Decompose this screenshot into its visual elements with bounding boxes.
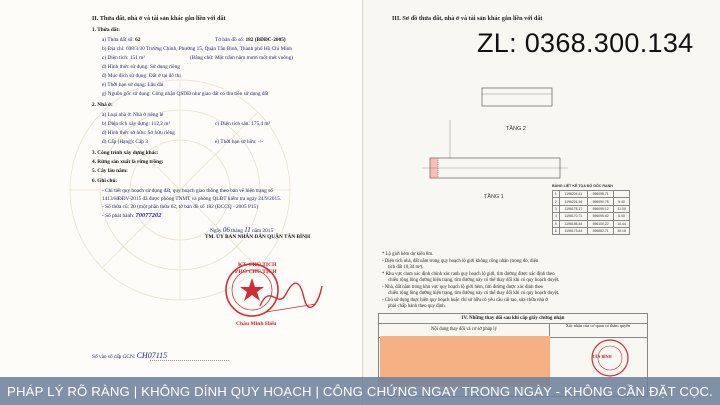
other-construction-heading: 3. Công trình xây dựng khác: [92, 150, 159, 156]
section-title: II. Thửa đất, nhà ở và tài sản khác gắn liền với đất [92, 15, 226, 22]
coordinate-table-title: BẢNG LIỆT KÊ TỌA ĐỘ GÓC RANH [552, 184, 613, 188]
signer-title-1: KT. CHỦ TỊCH [238, 262, 277, 268]
house-ownership: d) Hình thức sở hữu: Sở hữu riêng [102, 130, 175, 136]
changes-title: IV. Những thay đổi sau khi cấp giấy chứng nhận [379, 314, 647, 324]
house-type: a) Loại nhà ở: Nhà ở riêng lẻ [102, 112, 164, 118]
promo-banner [0, 377, 720, 405]
issue-date: Ngày 06 tháng 11 năm 2015 [210, 226, 274, 234]
house-term: e) Thời hạn sở hữu: -/- [215, 139, 263, 145]
table-row: 3 1196178.17 596099.12 31.05 [553, 205, 630, 212]
floor-2-label: TẦNG 2 [506, 126, 526, 132]
note-line-1: - Chi tiết quy hoạch sử dụng đất, quy hoạch giao thông theo bản vẽ hiện trạng số [102, 188, 273, 194]
table-row: 4 1196170.71 596095.62 5.00 [553, 213, 630, 220]
note-line-2: 1413/HĐĐV-2015 đã được phòng TNMT và phòng QLĐT kiểm tra ngày 24/9/2015. [102, 196, 282, 202]
changes-col-content: Nội dung thay đổi và cơ sở pháp lý [379, 323, 550, 338]
land-parcel-number: a) Thửa đất số: 62 [102, 37, 141, 43]
house-grade: đ) Cấp (Hạng): Cấp 3 [102, 139, 148, 145]
table-row: 5 1196155.34 596100.22 10.44 [553, 220, 630, 227]
land-area: c) Diện tích: 151 m² [102, 55, 145, 61]
legend-line: chiều rộng lòng đường hiện trạng, tìm đường này có thể thay đổi khi có quy hoạch duyệt. [388, 278, 560, 283]
perennial-heading: 5. Cây lâu năm: [92, 168, 128, 174]
floor-1-label: TẦNG 1 [484, 194, 504, 200]
diagram-section-title: III. Sơ đồ thửa đất, nhà ở và tài sản khác gắn liền với đất [392, 15, 543, 22]
house-heading: 2. Nhà ở: [92, 102, 113, 108]
stamp-text: TÂN BÌNH [592, 354, 612, 359]
signature-icon [256, 276, 326, 316]
cert-register: Số vào sổ cấp GCN: CH07115 [92, 351, 168, 360]
phone-overlay: ZL: 0368.300.134 [477, 28, 694, 58]
legend-line: phải chấp hành theo quy định. [388, 304, 446, 309]
usage-term: e) Thời hạn sử dụng: Lâu dài [102, 82, 164, 88]
note-line-3: - Số thửa cũ: 20 (một phần thửa 62, tờ bản đồ số 182 (ĐCCQ - 2005 P15) [102, 204, 258, 210]
banner-text: PHÁP LÝ RÕ RÀNG | KHÔNG DÍNH QUY HOẠCH | CÔNG CHỨNG NGAY TRONG NGÀY - KHÔNG CẦN ĐẶT CỌC. [7, 383, 713, 399]
map-sheet-number: Tờ bản đồ số: 182 (BĐĐC-2005) [215, 37, 286, 43]
forest-heading: 4. Rừng sản xuất là rừng trồng: [92, 159, 164, 165]
legend-line: * Lộ giới hẻm dự kiến 8m. [382, 252, 434, 257]
note-line-4: - Số phát hành: 70077202 [102, 212, 162, 219]
cert-underline [150, 359, 230, 362]
signer-name: Châu Minh Hiếu [236, 321, 277, 327]
notes-heading: 6. Ghi chú: [92, 178, 118, 184]
usage-origin: g) Nguồn gốc sử dụng: Công nhận QSDĐ như giao đất có thu tiền sử dụng đất [102, 91, 269, 97]
house-build-area: b) Diện tích xây dựng: 112,2 m² [102, 121, 170, 127]
usage-form: d) Hình thức sử dụng: Sử dụng riêng [102, 64, 180, 70]
table-row: 2 1196201.16 596090.75 5.40 [553, 198, 630, 205]
legend-line: * Khu vực chưa xác định chính xác ranh quy hoạch lộ giới, tìm đường được xác định theo [382, 272, 555, 277]
legend-line: tích đất 10,34 m²). [388, 265, 424, 270]
signer-org: TM. ỦY BAN NHÂN DÂN QUẬN TÂN BÌNH [205, 234, 311, 240]
table-row: 6 1196173.44 596082.71 30.18 [553, 227, 630, 234]
legend-line: - Chủ sử dụng thực hiện quy hoạch hoặc chỉ sở hữu có yêu cầu cải tạo, sửa chữa nhà ở [382, 298, 548, 303]
land-heading: 1. Thửa đất: [92, 27, 120, 33]
signer-title-2: PHÓ CHỦ TỊCH [235, 269, 277, 275]
changes-col-confirm: Xác nhận của cơ quan có thẩm quyền [549, 323, 647, 338]
floor-plan-diagram [420, 80, 570, 200]
legend-line: - Nhà, đất nằm trong khu vực quy hoạch lộ giới hẻm, tìm đường được xác định theo [382, 285, 544, 290]
legend-line: - Diện tích nhà, đất nằm trong quy hoạch lộ giới không công nhận (trong đó, diện [382, 259, 539, 264]
legend-line: chiều rộng lòng đường hiện trạng, tìm đường này có thể thay đổi khi có quy hoạch duyệt. [388, 291, 560, 296]
house-floor-area: c) Diện tích sàn: 175,4 m² [215, 121, 271, 127]
table-row: 1 1196204.41 596098.71 [553, 191, 630, 198]
land-address: b) Địa chỉ: 698/3/30 Trường Chinh, Phường 15, Quận Tân Bình, Thành phố Hồ Chí Minh [102, 46, 293, 52]
usage-purpose: đ) Mục đích sử dụng: Đất ở tại đô thị [102, 73, 181, 79]
land-area-words: (Bằng chữ: Một trăm năm mươi mốt mét vuông) [190, 55, 294, 61]
coordinate-table [552, 190, 630, 235]
